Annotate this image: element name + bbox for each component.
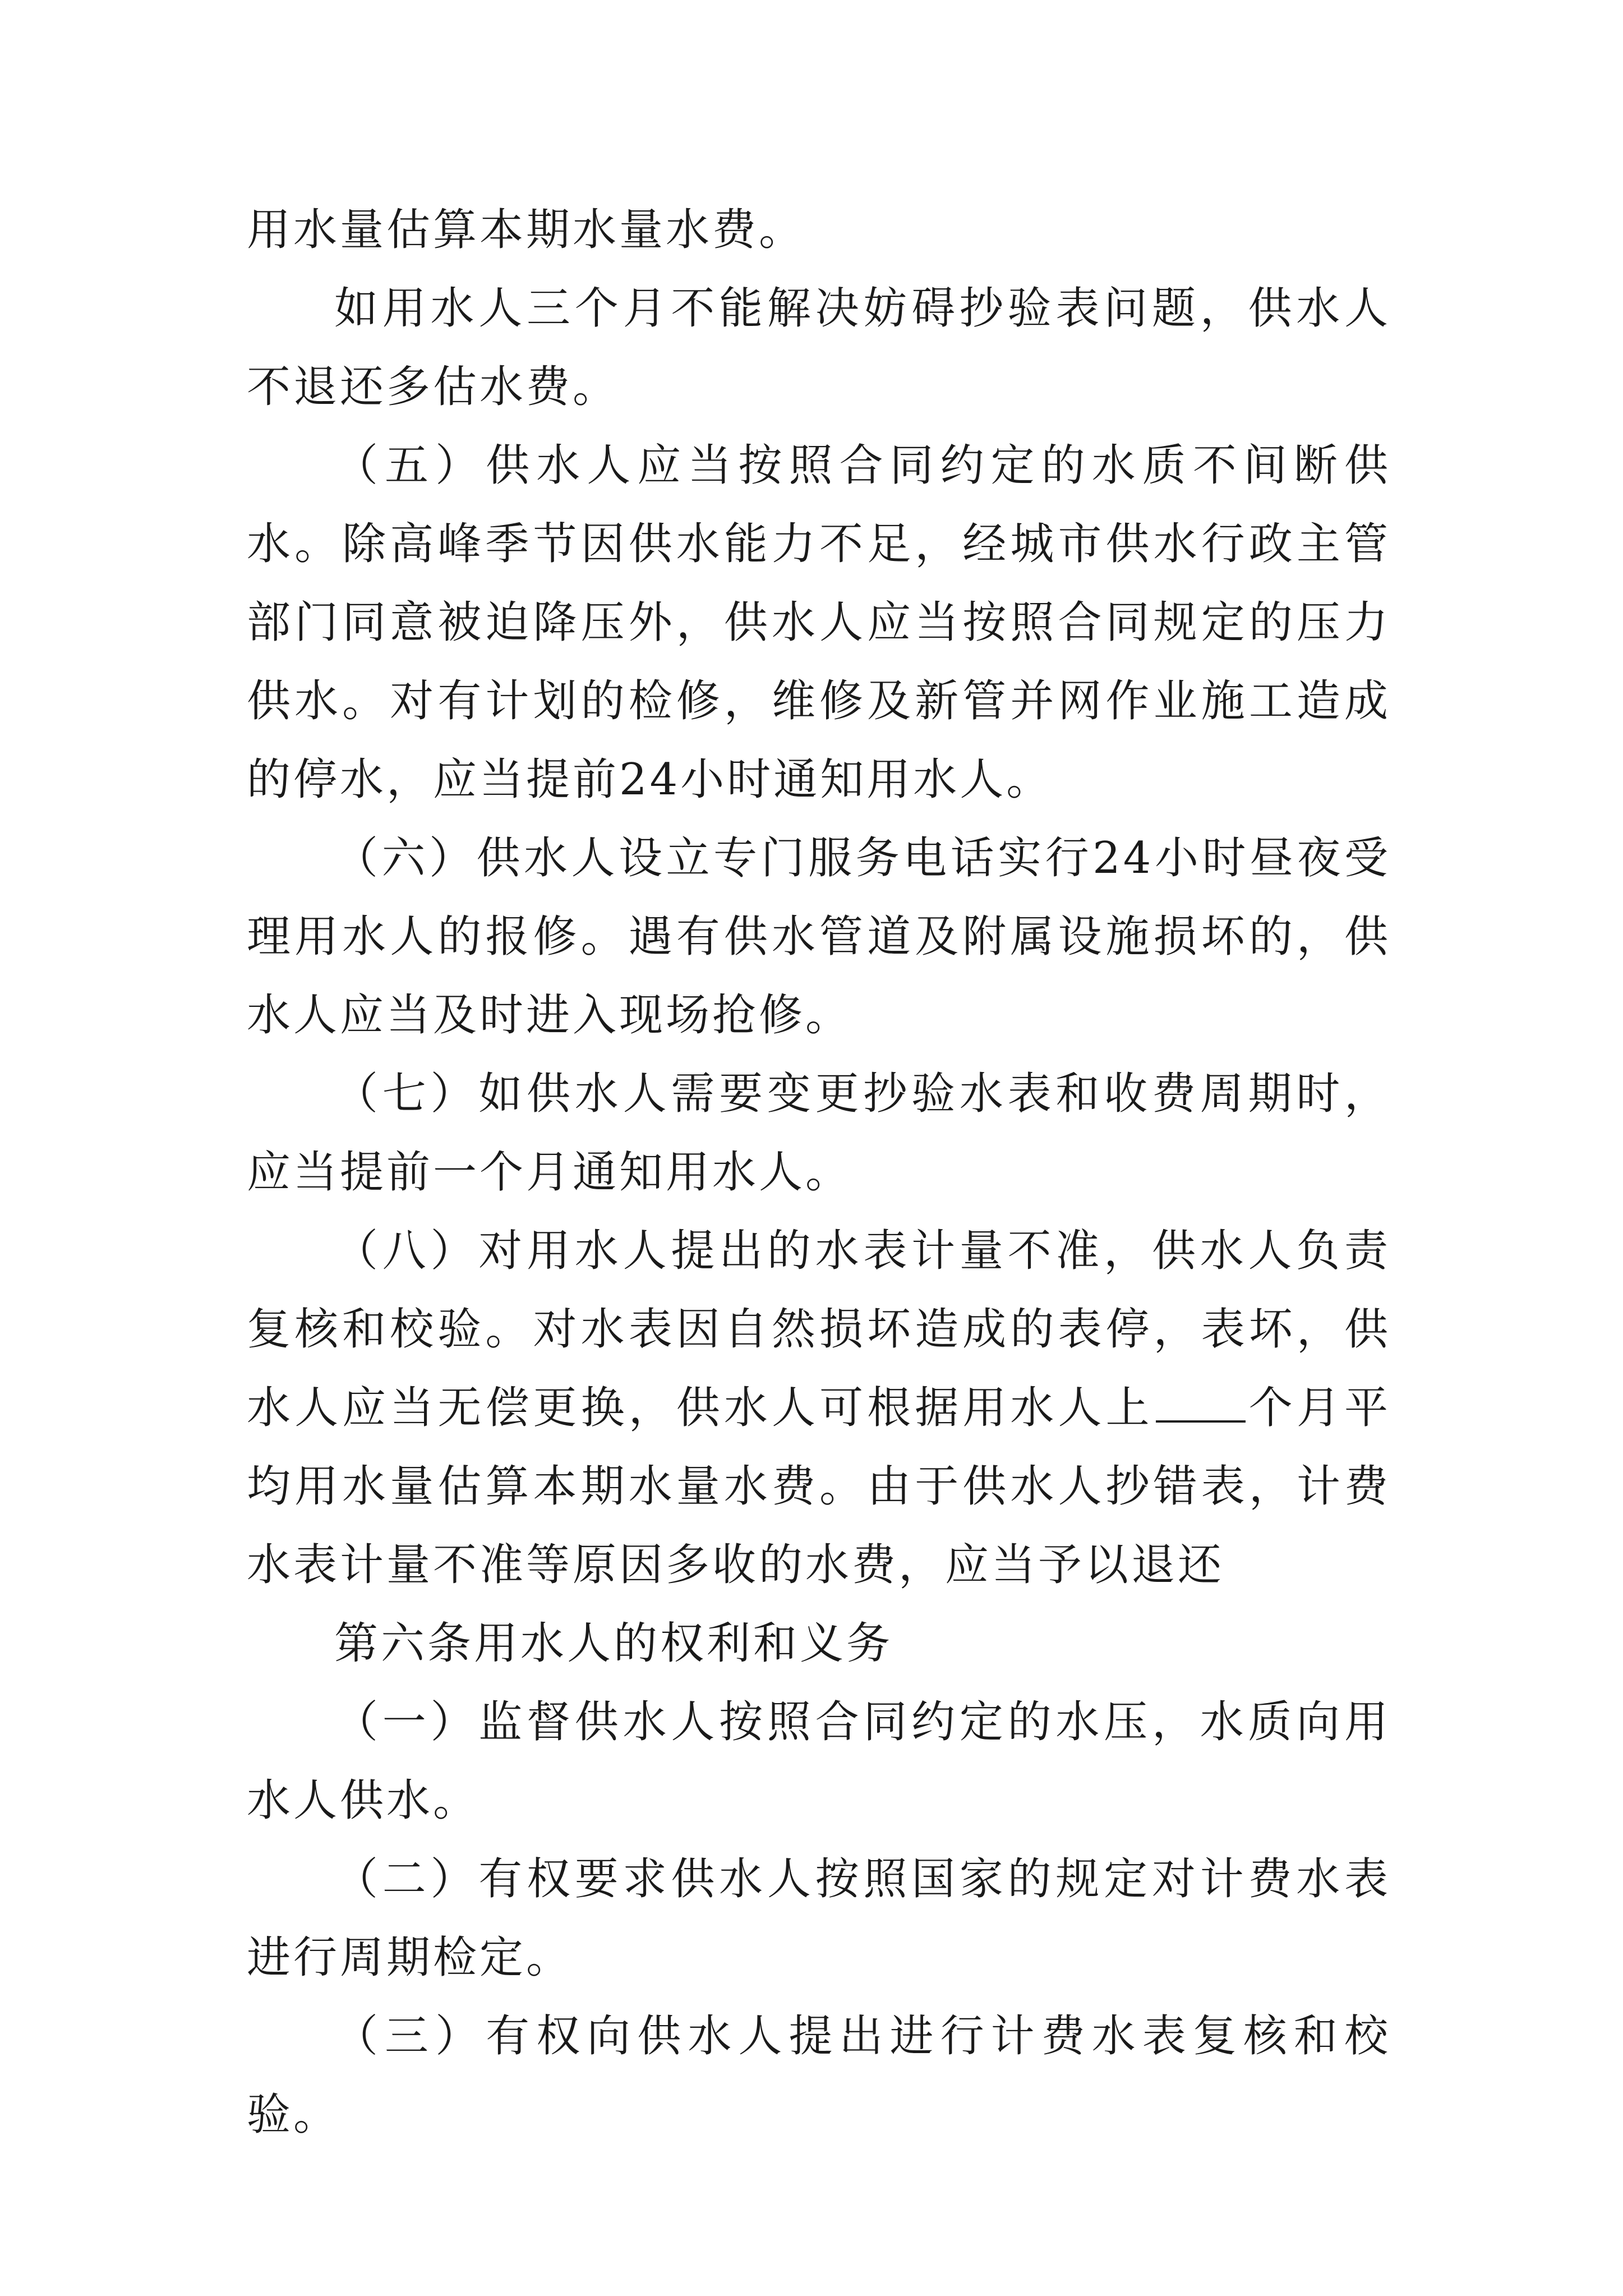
section-heading-article-6: 第六条用水人的权利和义务: [334, 1618, 893, 1669]
document-body: [247, 191, 1391, 2154]
paragraph-right-2-periodic-verification: （二）有权要求供水人按照国家的规定对计费水表进行周期检定。: [247, 1854, 1391, 1983]
clause-8-text-before-blank: （八）对用水人提出的水表计量不准，供水人负责复核和校验。对水表因自然损坏造成的表停，表坏，供水人应当无偿更换，供水人可根据用水人上: [247, 1226, 1391, 1433]
paragraph-clause-5-water-quality: （五）供水人应当按照合同约定的水质不间断供水。除高峰季节因供水能力不足，经城市供水行政主管部门同意被迫降压外，供水人应当按照合同规定的压力供水。对有计划的检修，维修及新管并网作业施工造成的停水，应当提前24小时通知用水人。: [247, 440, 1391, 805]
clause-8-text-after-blank: 个月平均用水量估算本期水量水费。由于供水人抄错表，计费水表计量不准等原因多收的水费，应当予以退还: [247, 1383, 1391, 1590]
paragraph-right-3-meter-check: （三）有权向供水人提出进行计费水表复核和校验。: [247, 2011, 1391, 2140]
fill-in-blank: [1156, 1387, 1246, 1423]
paragraph-clause-6-service-hotline: （六）供水人设立专门服务电话实行24小时昼夜受理用水人的报修。遇有供水管道及附属设施损坏的，供水人应当及时进入现场抢修。: [247, 833, 1391, 1041]
paragraph-right-1-supervise: （一）监督供水人按照合同约定的水压，水质向用水人供水。: [247, 1697, 1391, 1826]
paragraph-clause-7-billing-cycle: （七）如供水人需要变更抄验水表和收费周期时，应当提前一个月通知用水人。: [247, 1069, 1391, 1198]
paragraph-meter-reading-obstruction: 如用水人三个月不能解决妨碍抄验表问题，供水人不退还多估水费。: [247, 283, 1391, 412]
paragraph-clause-8-meter-accuracy: [247, 1212, 1391, 1604]
paragraph-continuation: 用水量估算本期水量水费。: [247, 205, 806, 255]
